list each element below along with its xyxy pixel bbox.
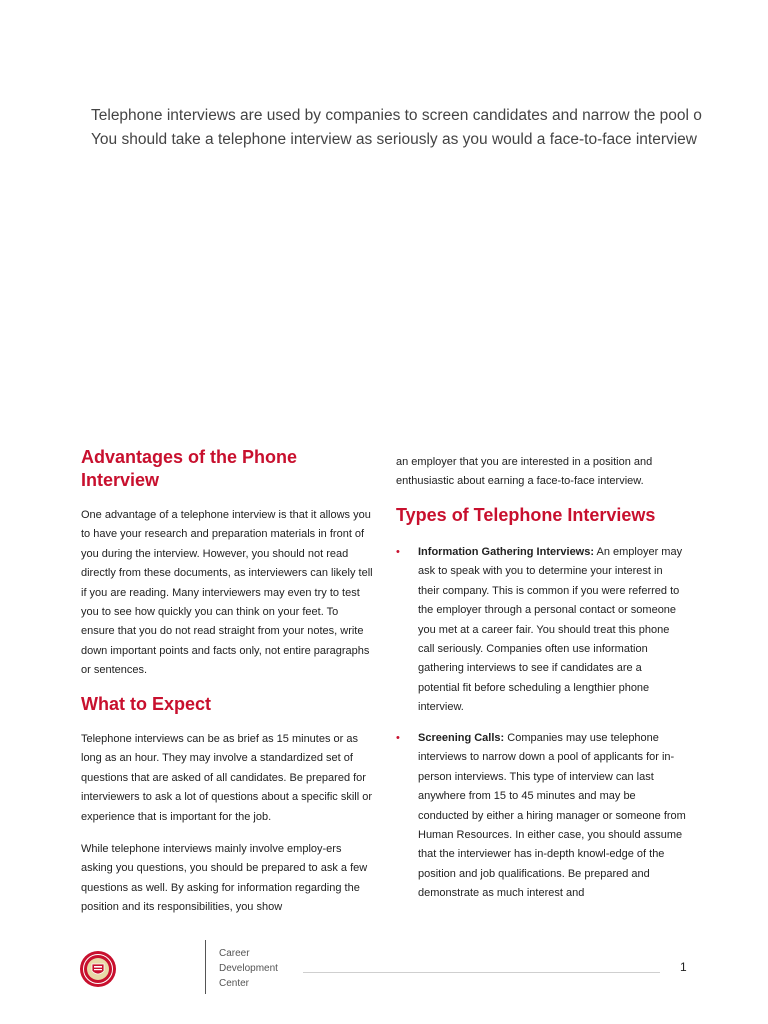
intro-line-2: You should take a telephone interview as seriously as you would a face-to-face interview <box>91 131 697 148</box>
expect-paragraph-2: While telephone interviews mainly involve employ-ers asking you questions, you should be prepared to ask a few questions as well. By asking for information regarding the position and its responsibilities, you show <box>81 843 368 914</box>
continued-paragraph: an employer that you are interested in a position and enthusiastic about earning a face-to-face interview. <box>396 456 653 488</box>
footer-org-line-1: Career <box>219 948 250 959</box>
intro-text <box>91 104 702 152</box>
item-title: Information Gathering Interviews: <box>418 546 595 558</box>
footer-rule <box>303 972 660 973</box>
types-heading: Types of Telephone Interviews <box>396 505 656 525</box>
footer-divider <box>205 940 206 994</box>
item-title: Screening Calls: <box>418 732 505 744</box>
expect-paragraph-1: Telephone interviews can be as brief as 15 minutes or as long as an hour. They may involve a standardized set of questions that are asked of all candidates. Be prepared for interviewers to ask a lot of questions about a specific skill or experience that is important for the job. <box>81 733 373 823</box>
advantages-heading: Advantages of the Phone Interview <box>81 447 298 490</box>
page-number: 1 <box>680 960 687 974</box>
footer-org-line-3: Center <box>219 978 250 989</box>
bullet-icon: • <box>396 546 400 558</box>
types-list <box>396 543 686 718</box>
types-list-2 <box>396 729 686 904</box>
footer-org-line-2: Development <box>219 963 278 974</box>
expect-heading: What to Expect <box>81 694 212 714</box>
university-seal-icon <box>79 950 117 988</box>
item-text: Companies may use telephone interviews to narrow down a pool of applicants for in-person interviews. This type of interview can last anywhere from 15 to 45 minutes and may be conducted by either a hiring manager or someone from Human Resources. In either case, you should assume that the interviewer has in-depth knowl-edge of the position and job qualifications. Be prepared and demonstrate as much interest and <box>418 732 686 900</box>
list-item <box>396 543 686 718</box>
item-text: An employer may ask to speak with you to determine your interest in their company. This is common if you were referred to the employer through a personal contact or someone you met at a career fair. You should treat this phone call seriously. Companies often use information gathering interviews to see if candidates are a potential fit before scheduling a lengthier phone interview. <box>418 546 683 714</box>
intro-line-1: Telephone interviews are used by companies to screen candidates and narrow the pool o <box>91 107 702 124</box>
advantages-body: One advantage of a telephone interview is that it allows you to have your research and preparation materials in front of you during the interview. However, you should not read directly from these documents, as interviewers can likely tell if you are reading. Many interviewers may even try to test you to see how quickly you can think on your feet. To ensure that you do not read straight from your notes, write down important points and facts only, not entire paragraphs or sentences. <box>81 509 373 677</box>
footer-organization <box>219 946 278 991</box>
bullet-icon: • <box>396 732 400 744</box>
list-item <box>396 729 686 904</box>
